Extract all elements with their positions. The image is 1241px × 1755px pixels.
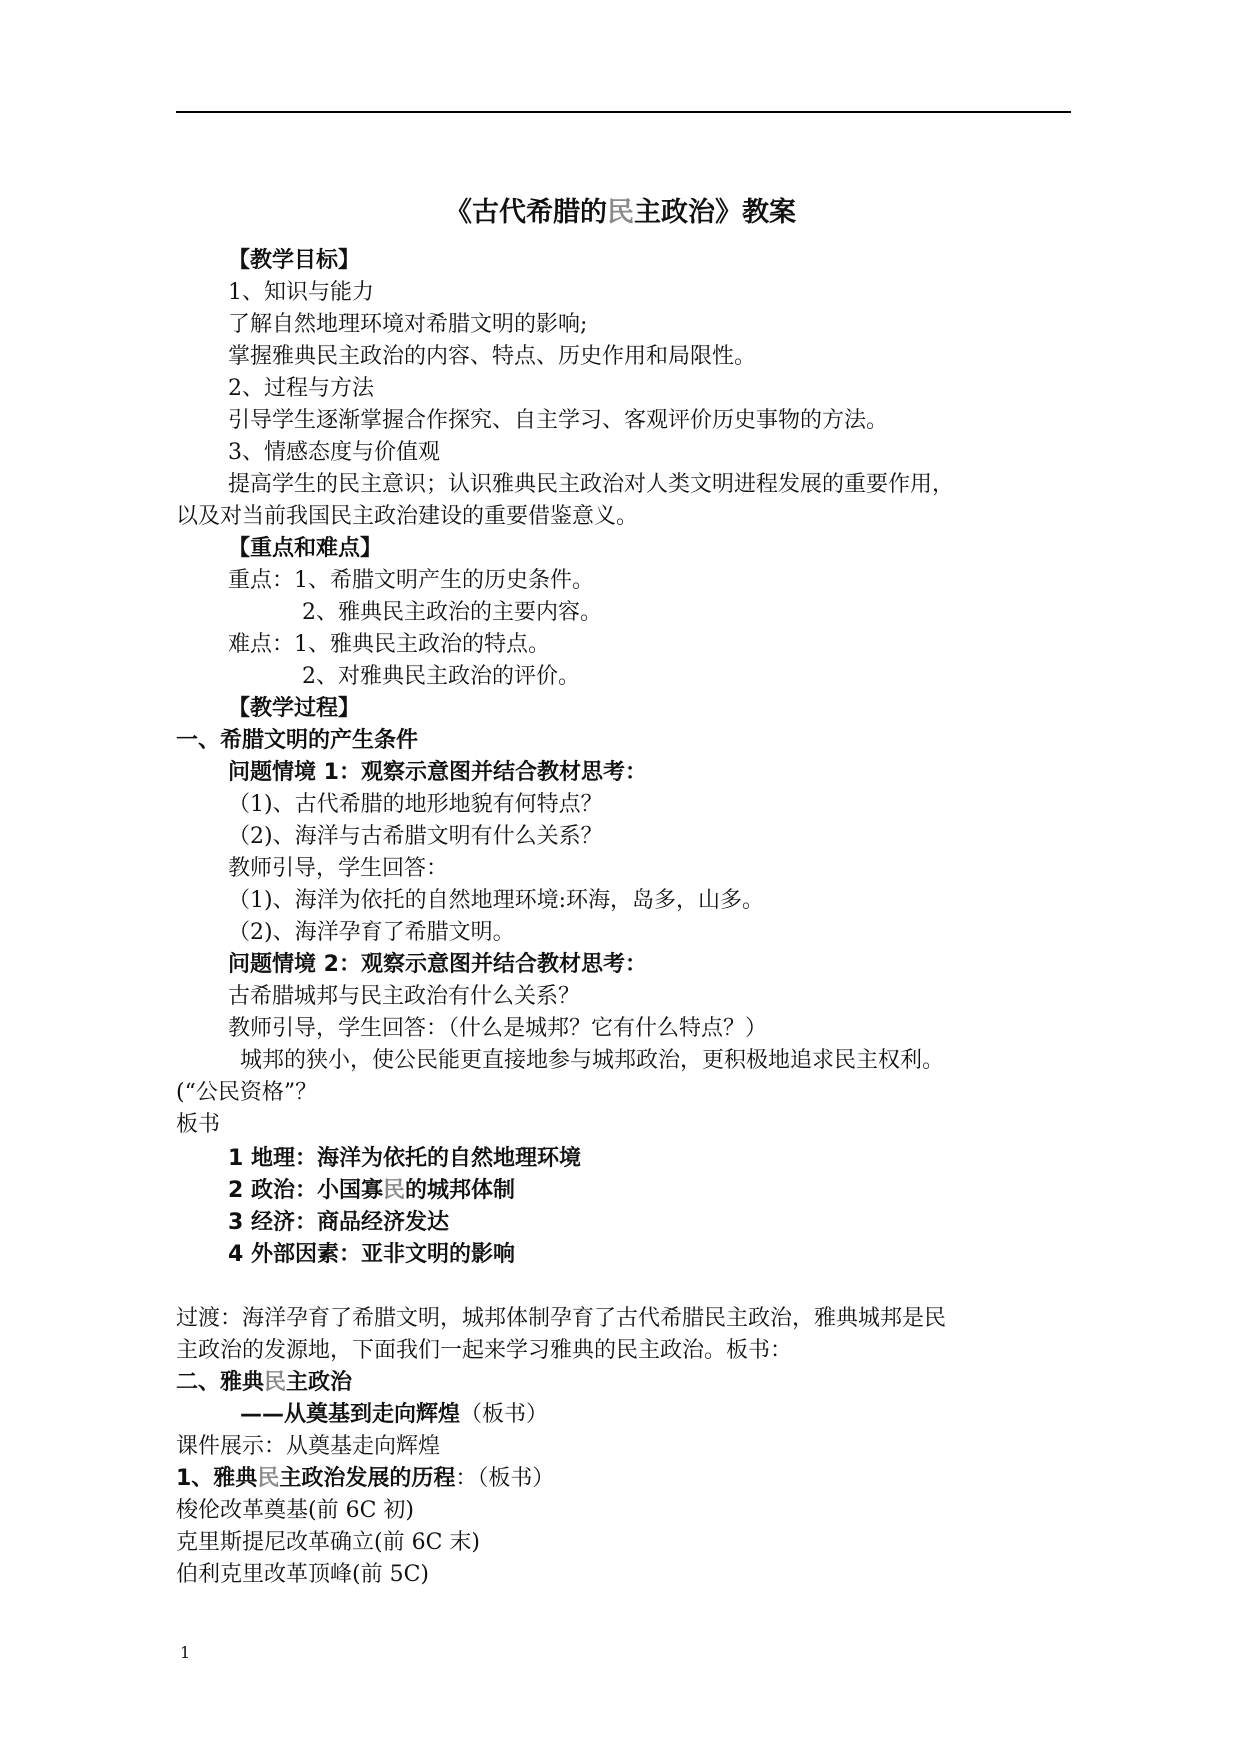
objective-text: 以及对当前我国民主政治建设的重要借鉴意义。 [176, 504, 639, 529]
difficulty-text: 2、对雅典民主政治的评价。 [302, 664, 580, 689]
section-heading-objectives: 【教学目标】 [228, 248, 361, 273]
header-rule [176, 111, 1071, 113]
section-heading-process: 【教学过程】 [228, 696, 361, 721]
title-highlight: 民 [607, 197, 634, 228]
question-heading: 问题情境 2：观察示意图并结合教材思考： [228, 952, 647, 977]
board-item: 2 政治：小国寡民的城邦体制 [228, 1178, 515, 1203]
timeline-item: 伯利克里改革顶峰(前 5C) [176, 1562, 429, 1587]
page-number: 1 [180, 1643, 191, 1662]
objective-text: 了解自然地理环境对希腊文明的影响; [228, 312, 588, 337]
body-text: 城邦的狭小，使公民能更直接地参与城邦政治，更积极地追求民主权利。 [240, 1048, 945, 1073]
transition-text: 过渡：海洋孕育了希腊文明，城邦体制孕育了古代希腊民主政治，雅典城邦是民 [176, 1306, 947, 1331]
question-text: （1)、古代希腊的地形地貌有何特点？ [228, 792, 603, 817]
page-title: 《古代希腊的民主政治》教案 [445, 197, 796, 228]
timeline-item: 梭伦改革奠基(前 6C 初) [176, 1498, 414, 1523]
board-item: 4 外部因素：亚非文明的影响 [228, 1242, 515, 1267]
question-text: 古希腊城邦与民主政治有什么关系？ [228, 984, 581, 1009]
objective-heading-process: 2、过程与方法 [228, 376, 374, 401]
body-text: 课件展示：从奠基走向辉煌 [176, 1434, 441, 1459]
objective-heading-values: 3、情感态度与价值观 [228, 440, 440, 465]
objective-heading-knowledge: 1、知识与能力 [228, 280, 374, 305]
section-heading-keypoints: 【重点和难点】 [228, 536, 383, 561]
objective-text: 提高学生的民主意识；认识雅典民主政治对人类文明进程发展的重要作用， [228, 472, 955, 497]
objective-text: 引导学生逐渐掌握合作探究、自主学习、客观评价历史事物的方法。 [228, 408, 889, 433]
difficulty-text: 难点：1、雅典民主政治的特点。 [228, 632, 550, 657]
subsection-heading: 1、雅典民主政治发展的历程：（板书） [176, 1466, 555, 1491]
objective-text: 掌握雅典民主政治的内容、特点、历史作用和局限性。 [228, 344, 757, 369]
board-item: 1 地理：海洋为依托的自然地理环境 [228, 1146, 581, 1171]
answer-text: （1)、海洋为依托的自然地理环境:环海，岛多，山多。 [228, 888, 764, 913]
timeline-item: 克里斯提尼改革确立(前 6C 末) [176, 1530, 480, 1555]
body-text: 教师引导，学生回答：（什么是城邦？它有什么特点？） [228, 1016, 768, 1041]
answer-text: （2)、海洋孕育了希腊文明。 [228, 920, 515, 945]
part-heading-2: 二、雅典民主政治 [176, 1370, 353, 1395]
keypoint-text: 2、雅典民主政治的主要内容。 [302, 600, 602, 625]
question-heading: 问题情境 1：观察示意图并结合教材思考： [228, 760, 647, 785]
transition-text: 主政治的发源地，下面我们一起来学习雅典的民主政治。板书： [176, 1338, 793, 1363]
board-item: 3 经济：商品经济发达 [228, 1210, 449, 1235]
part-heading-1: 一、希腊文明的产生条件 [176, 728, 419, 753]
body-text: 教师引导，学生回答： [228, 856, 449, 881]
body-text: (“公民资格”？ [176, 1080, 318, 1105]
subtitle-line: ——从奠基到走向辉煌（板书） [240, 1402, 549, 1427]
keypoint-text: 重点：1、希腊文明产生的历史条件。 [228, 568, 594, 593]
board-label: 板书 [176, 1112, 221, 1137]
question-text: （2)、海洋与古希腊文明有什么关系？ [228, 824, 603, 849]
